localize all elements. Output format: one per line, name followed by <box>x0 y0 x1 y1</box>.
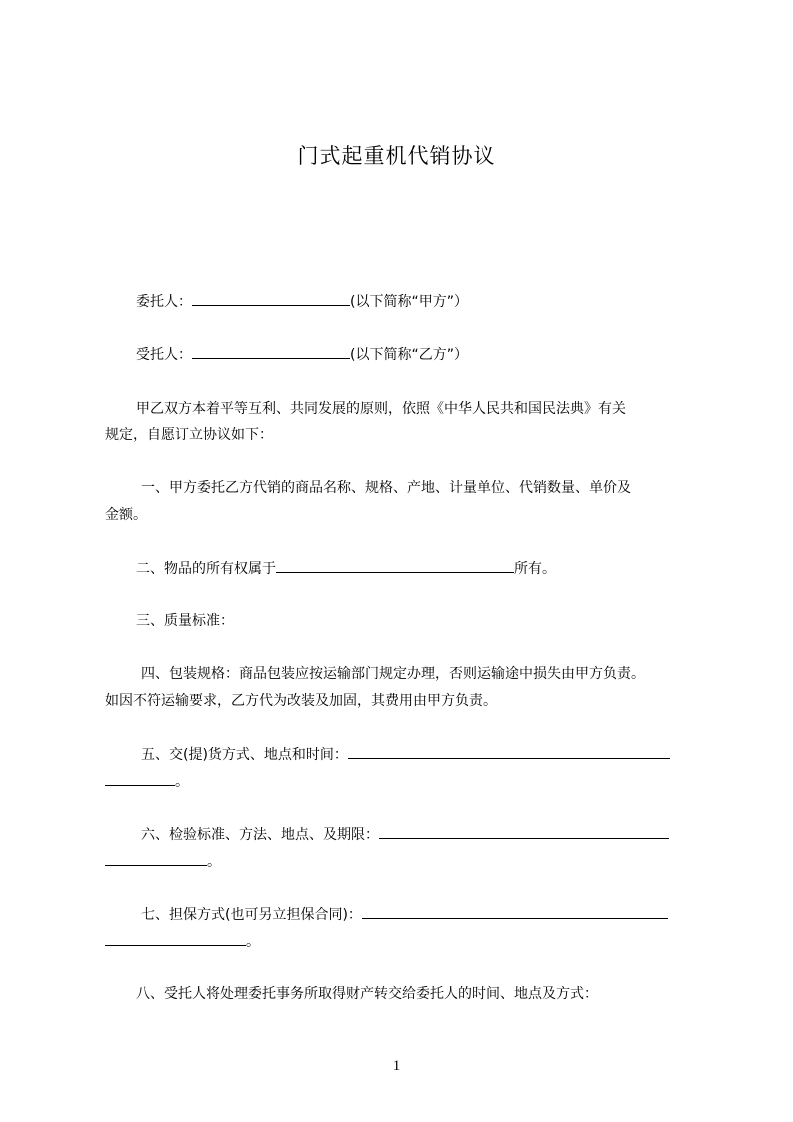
clause-4-line-1: 四、包装规格：商品包装应按运输部门规定办理，否则运输途中损失由甲方负责。 <box>141 666 645 682</box>
principal-suffix: (以下简称“甲方”） <box>350 294 468 310</box>
preamble-line-1: 甲乙双方本着平等互利、共同发展的原则，依照《中华人民共和国民法典》有关 <box>136 401 626 417</box>
clause-3-line: 三、质量标准： <box>136 613 234 629</box>
principal-blank <box>192 291 350 306</box>
principal-label: 委托人： <box>136 294 192 310</box>
clause-7-blank-1 <box>362 904 668 919</box>
clause-6-blank-1 <box>379 824 669 839</box>
clause-4-line-2: 如因不符运输要求，乙方代为改装及加固，其费用由甲方负责。 <box>105 693 497 709</box>
clause-5-blank-1 <box>348 744 670 759</box>
clause-6-line-2 <box>105 851 221 872</box>
principal-line <box>136 291 468 312</box>
clause-5-line-1 <box>141 744 670 765</box>
page-number: 1 <box>392 1058 401 1074</box>
document-title: 门式起重机代销协议 <box>297 144 496 168</box>
clause-6-line-1 <box>141 824 669 845</box>
clause-7-prefix: 七、担保方式(也可另立担保合同)： <box>141 907 362 923</box>
agent-suffix: (以下简称“乙方”） <box>350 347 468 363</box>
clause-5-blank-2 <box>105 771 175 786</box>
clause-6-end: 。 <box>207 854 221 870</box>
clause-5-prefix: 五、交(提)货方式、地点和时间： <box>141 747 348 763</box>
clause-5-end: 。 <box>175 774 189 790</box>
clause-2-blank <box>276 558 514 573</box>
clause-6-blank-2 <box>105 851 207 866</box>
clause-2-line <box>136 558 556 579</box>
clause-1-line-2: 金额。 <box>105 507 147 523</box>
clause-2-prefix: 二、物品的所有权属于 <box>136 561 276 577</box>
clause-1-line-1: 一、甲方委托乙方代销的商品名称、规格、产地、计量单位、代销数量、单价及 <box>141 480 631 496</box>
clause-5-line-2 <box>105 771 189 792</box>
clause-7-end: 。 <box>246 934 260 950</box>
agent-line <box>136 344 468 365</box>
preamble-line-2: 规定，自愿订立协议如下： <box>105 427 273 443</box>
clause-7-blank-2 <box>105 931 246 946</box>
agent-blank <box>192 344 350 359</box>
clause-7-line-1 <box>141 904 668 925</box>
clause-8-line: 八、受托人将处理委托事务所取得财产转交给委托人的时间、地点及方式： <box>136 986 598 1002</box>
agent-label: 受托人： <box>136 347 192 363</box>
clause-2-suffix: 所有。 <box>514 561 556 577</box>
clause-6-prefix: 六、检验标准、方法、地点、及期限： <box>141 827 379 843</box>
clause-7-line-2 <box>105 931 260 952</box>
